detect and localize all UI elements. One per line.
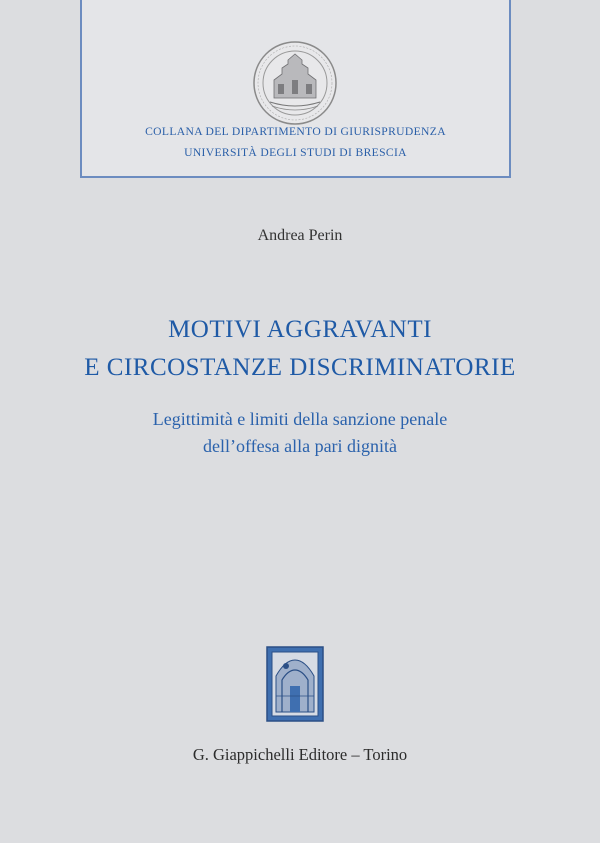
publisher-name: G. Giappichelli Editore – Torino bbox=[192, 745, 408, 764]
publisher-logo-icon bbox=[266, 646, 324, 722]
title-line-2: E CIRCOSTANZE DISCRIMINATORIE bbox=[84, 354, 516, 381]
subtitle-line-2: dell’offesa alla pari dignità bbox=[202, 436, 398, 456]
series-line-2: UNIVERSITÀ DEGLI STUDI DI BRESCIA bbox=[184, 146, 407, 159]
series-line-1: COLLANA DEL DIPARTIMENTO DI GIURISPRUDENZA bbox=[145, 125, 446, 138]
subtitle-line-1: Legittimità e limiti della sanzione penale bbox=[152, 409, 448, 429]
series-frame bbox=[80, 0, 511, 178]
title-line-1: MOTIVI AGGRAVANTI bbox=[168, 316, 432, 343]
author-name: Andrea Perin bbox=[257, 227, 343, 244]
university-seal-icon bbox=[252, 40, 338, 126]
